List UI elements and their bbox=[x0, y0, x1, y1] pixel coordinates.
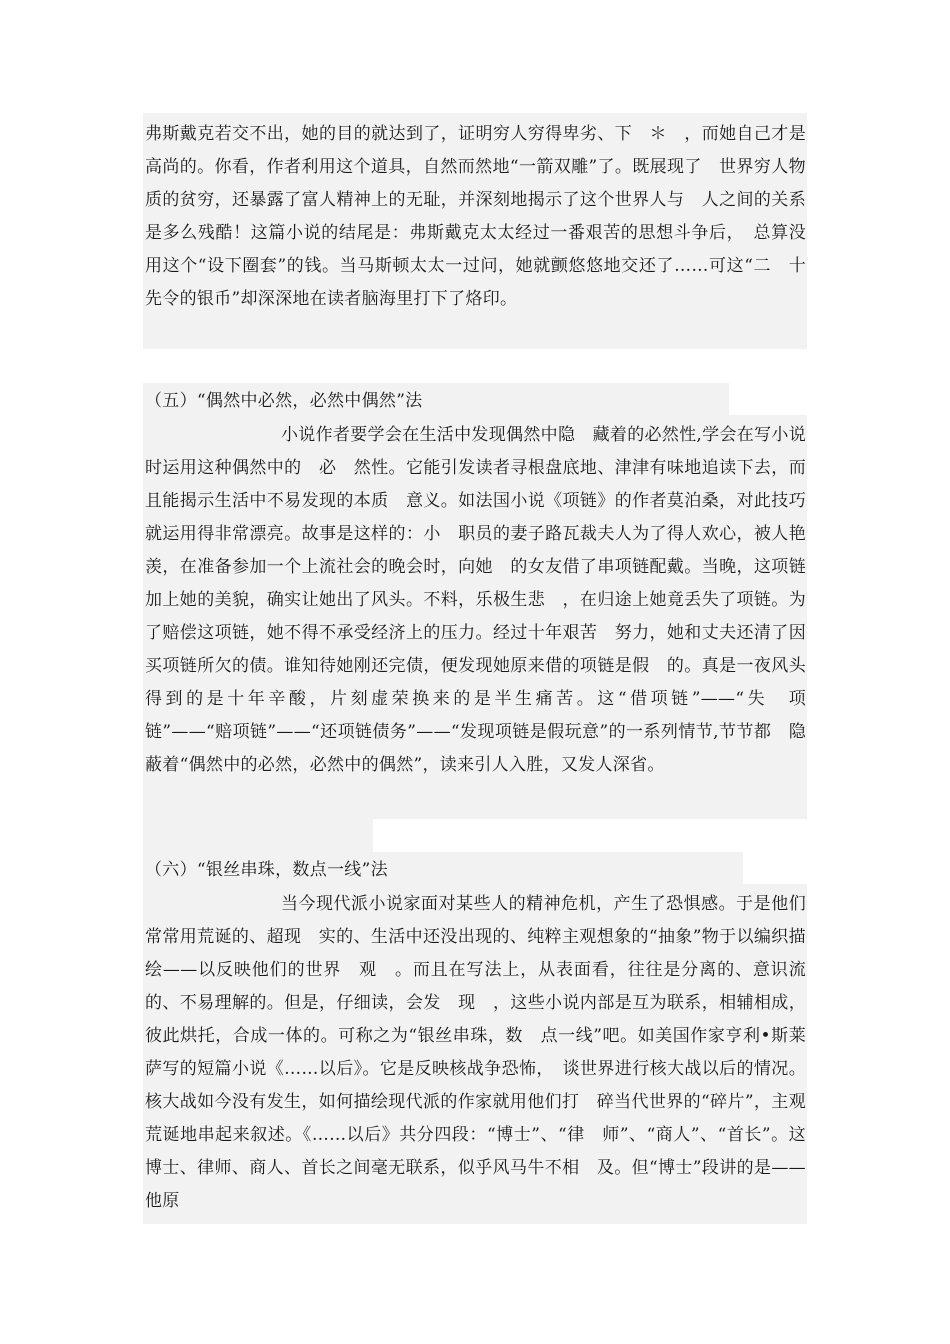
heading-section-6: （六）“银丝串珠，数点一线”法 bbox=[145, 860, 388, 880]
paragraph-2: 小说作者要学会在生活中发现偶然中隐 藏着的必然性,学会在写小说时运用这种偶然中的 必 然性。它能引发读者寻根盘底地、津津有味地追读下去，而且能揭示生活中不易发现的本质 意义。如法国小说《项链》的作者莫泊桑，对此技巧就运用得非常漂亮。故事是这样的：小 职员的妻子路瓦裁夫人为了得人欢心，被人艳羡，在准备参加一个上流社会的晚会时，向她 的女友借了串项链配戴。当晚，这项链加上她的美貌，确实让她出了风头。不料，乐极生悲 ，在归途上她竟丢失了项链。为了赔偿这项链，她不得不承受经济上的压力。经过十年艰苦 努力，她和丈夫还清了因买项链所欠的债。谁知待她刚还完债，便发现她原来借的项链是假 的。真是一夜风头得到的是十年辛酸，片刻虚荣换来的是半生痛苦。这“借项链”——“失 项 链”——“赔项链”——“还项链债务”——“发现项链是假玩意”的一系列情节,节节都 隐蔽着“偶然中的必然，必然中的偶然”，读来引人入胜，又发人深省。 bbox=[145, 425, 824, 775]
heading-section-5: （五）“偶然中必然，必然中偶然”法 bbox=[145, 391, 423, 411]
paragraph-3: 当今现代派小说家面对某些人的精神危机，产生了恐惧感。于是他们常常用荒诞的、超现 实的、生活中还没出现的、纯粹主观想象的“抽象”物于以编织描绘——以反映他们的世界 观 。而且在写法上，从表面看，往往是分离的、意识流的、不易理解的。但是，仔细读，会发 现 ，这些小说内部是互为联系，相辅相成，彼此烘托，合成一体的。可称之为“银丝串珠，数 点一线”吧。如美国作家亨利•斯莱萨写的短篇小说《……以后》。它是反映核战争恐怖， 谈世界进行核大战以后的情况。核大战如今没有发生，如何描绘现代派的作家就用他们打 碎当代世界的“碎片”，主观荒诞地串起来叙述。《……以后》共分四段：“博士”、“律 师”、“商人”、“首长”。这博士、律师、商人、首长之间毫无联系，似乎风马牛不相 及。但“博士”段讲的是——他原 bbox=[145, 894, 806, 1211]
shade-block-2-tail bbox=[143, 819, 373, 855]
paragraph-1: 弗斯戴克若交不出，她的目的就达到了，证明穷人穷得卑劣、下 ＊ ，而她自己才是高尚的。你看，作者利用这个道具，自然而然地“一箭双雕”了。既展现了 世界穷人物质的贫穷，还暴露了富人精神上的无耻，并深刻地揭示了这个世界人与 人之间的关系是多么残酷！这篇小说的结尾是：弗斯戴克太太经过一番艰苦的思想斗争后， 总算没用这个“设下圈套”的钱。当马斯顿太太一过问，她就颤悠悠地交还了……可这“二 十先令的银币”却深深地在读者脑海里打下了烙印。 bbox=[145, 124, 806, 309]
